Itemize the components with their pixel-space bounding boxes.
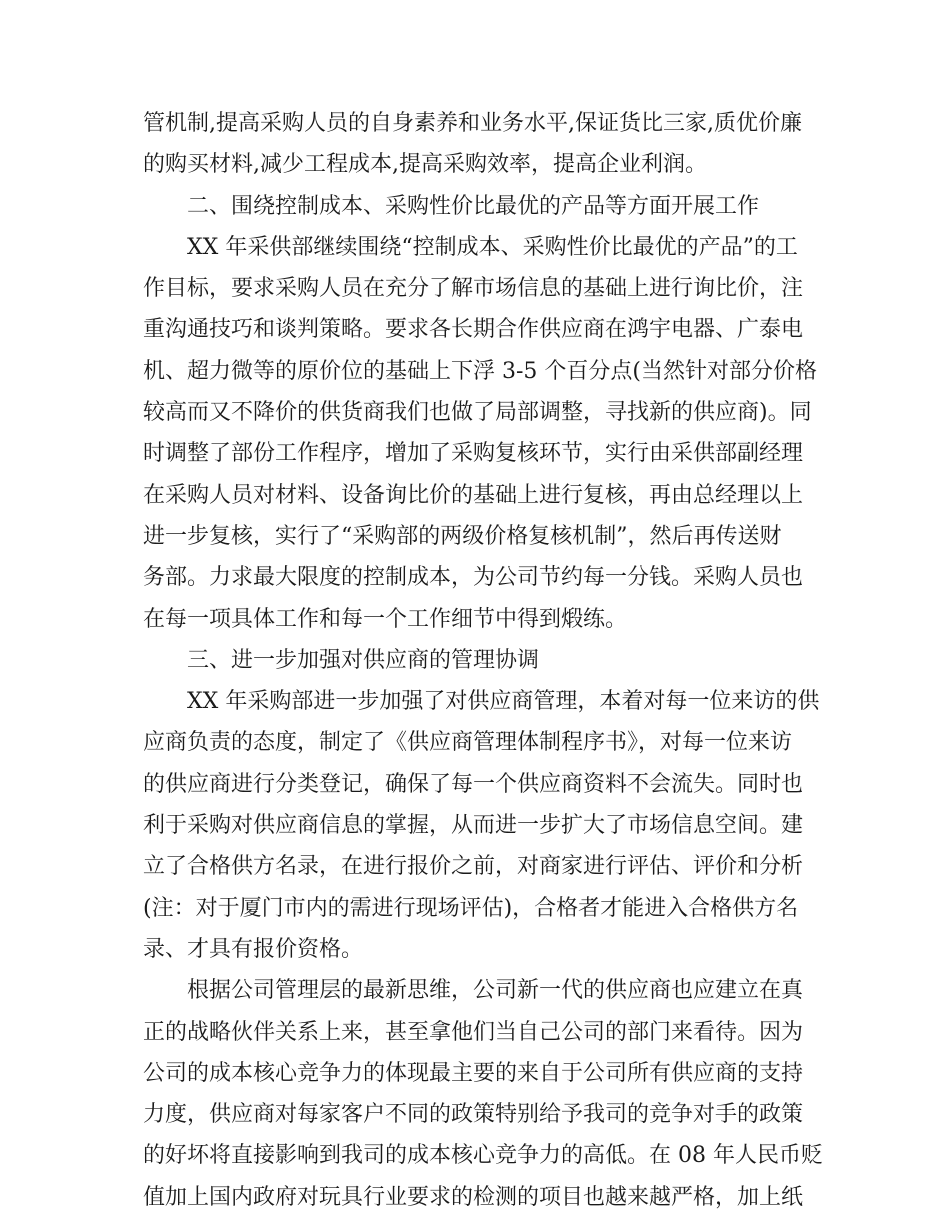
section-heading-3 (143, 640, 803, 681)
text-line: XX 年采购部进一步加强了对供应商管理，本着对每一位来访的供 (187, 689, 820, 715)
text-line: 根据公司管理层的最新思维，公司新一代的供应商也应建立在真 (187, 978, 804, 1004)
text-line: 在每一项具体工作和每一个工作细节中得到煅练。 (143, 606, 628, 632)
text-line: XX 年采供部继续围绕“控制成本、采购性价比最优的产品”的工 (187, 234, 798, 260)
section-heading-2 (143, 186, 803, 227)
heading-line: 二、围绕控制成本、采购性价比最优的产品等方面开展工作 (187, 193, 760, 219)
document-page (143, 103, 823, 1218)
text-line: 较高而又不降价的供货商我们也做了局部调整，寻找新的供应商)。同 (143, 400, 812, 426)
text-line: 公司的成本核心竞争力的体现最主要的来自于公司所有供应商的支持 (143, 1060, 804, 1086)
text-line: 正的战略伙伴关系上来，甚至拿他们当自己公司的部门来看待。因为 (143, 1019, 804, 1045)
heading-line: 三、进一步加强对供应商的管理协调 (187, 647, 540, 673)
text-line: 力度，供应商对每家客户不同的政策特别给予我司的竞争对手的政策 (143, 1102, 804, 1128)
text-line: 作目标，要求采购人员在充分了解市场信息的基础上进行询比价，注 (143, 276, 804, 302)
text-line: 值加上国内政府对玩具行业要求的检测的项目也越来越严格，加上纸 (143, 1184, 804, 1210)
text-line: 重沟通技巧和谈判策略。要求各长期合作供应商在鸿宇电器、广泰电 (143, 317, 804, 343)
text-line: 在采购人员对材料、设备询比价的基础上进行复核，再由总经理以上 (143, 482, 804, 508)
text-line: 时调整了部份工作程序，增加了采购复核环节，实行由采供部副经理 (143, 441, 804, 467)
text-line: 进一步复核，实行了“采购部的两级价格复核机制”，然后再传送财 (143, 523, 782, 549)
text-line: 的好坏将直接影响到我司的成本核心竞争力的高低。在 08 年人民币贬 (143, 1143, 823, 1169)
text-line: 录、才具有报价资格。 (143, 936, 364, 962)
text-line: 的购买材料,减少工程成本,提高采购效率，提高企业利润。 (143, 152, 707, 178)
text-line: 利于采购对供应商信息的掌握，从而进一步扩大了市场信息空间。建 (143, 813, 804, 839)
text-line: 机、超力微等的原价位的基础上下浮 3-5 个百分点(当然针对部分价格 (143, 358, 817, 384)
paragraph-intro-continuation (143, 103, 803, 186)
text-line: (注：对于厦门市内的需进行现场评估)，合格者才能进入合格供方名 (143, 895, 799, 921)
paragraph-section-3-body-2 (143, 970, 823, 1218)
text-line: 的供应商进行分类登记，确保了每一个供应商资料不会流失。同时也 (143, 771, 804, 797)
text-line: 管机制,提高采购人员的自身素养和业务水平,保证货比三家,质优价廉 (143, 111, 802, 136)
text-line: 应商负责的态度，制定了《供应商管理体制程序书》，对每一位来访 (143, 730, 793, 756)
paragraph-section-2-body (143, 227, 817, 640)
text-line: 务部。力求最大限度的控制成本，为公司节约每一分钱。采购人员也 (143, 565, 804, 591)
paragraph-section-3-body (143, 681, 820, 970)
text-line: 立了合格供方名录，在进行报价之前，对商家进行评估、评价和分析 (143, 854, 804, 880)
